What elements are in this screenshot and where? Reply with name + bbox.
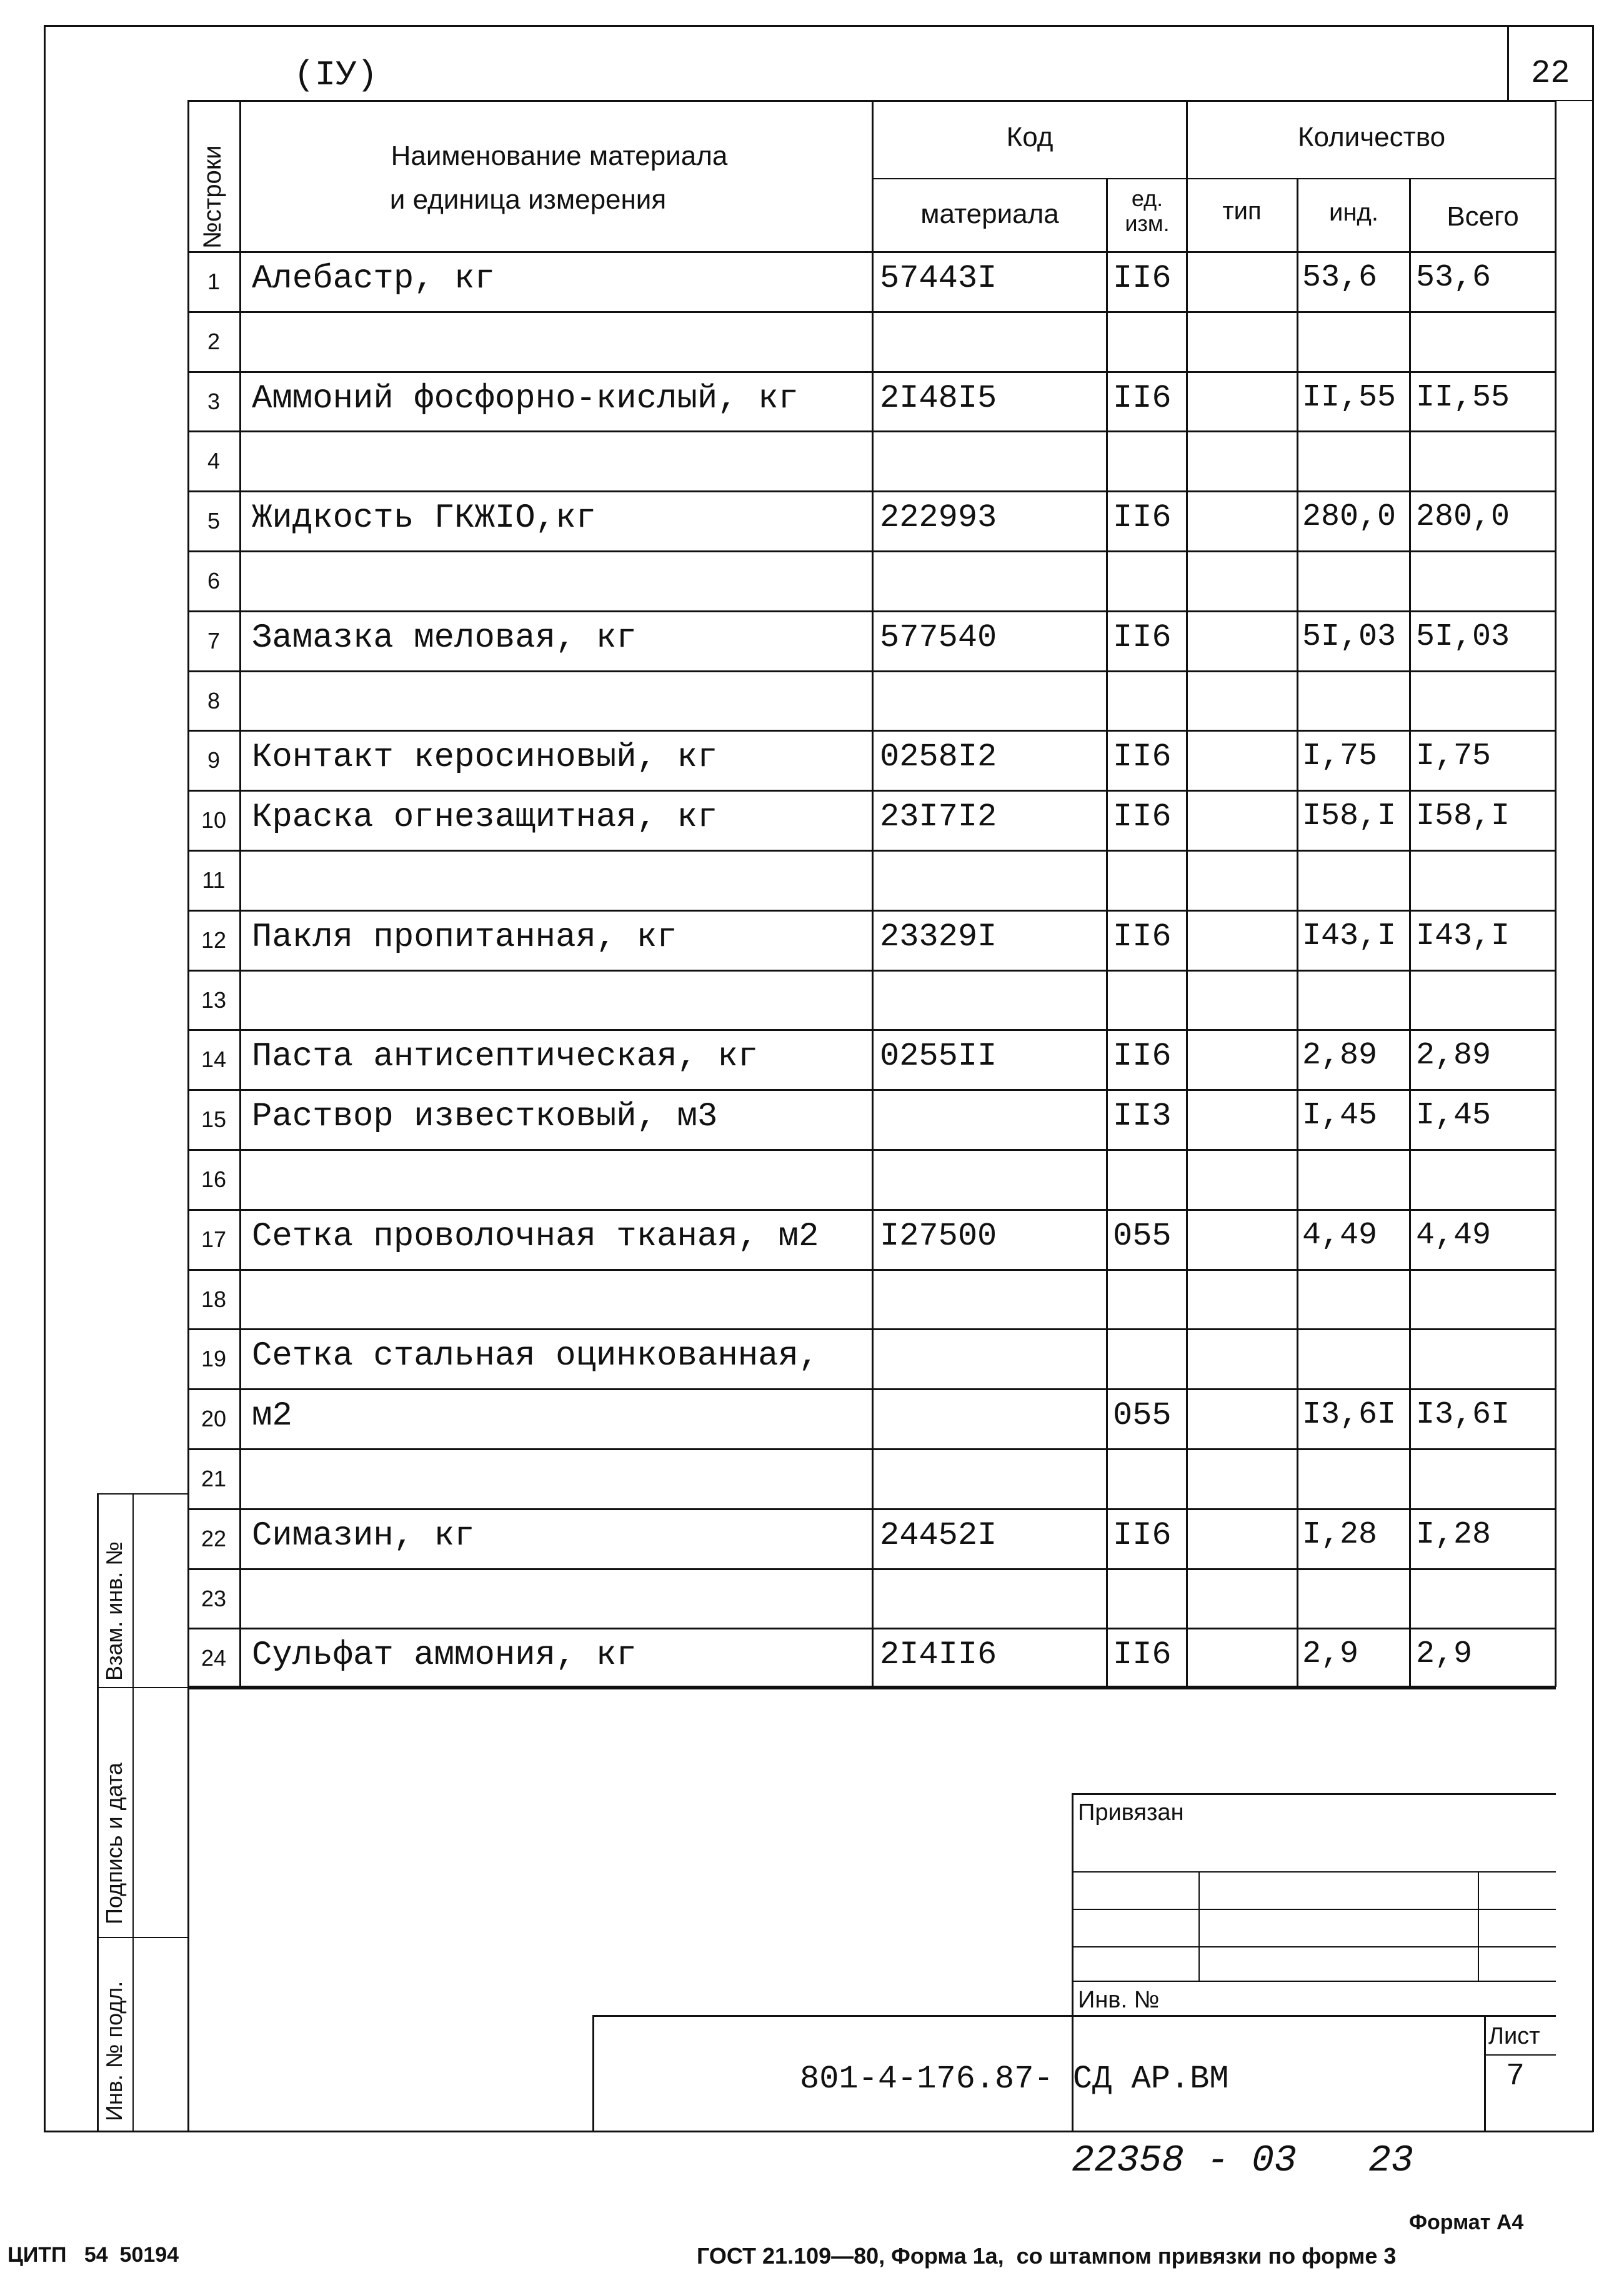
row-divider (187, 1269, 1556, 1271)
quantity-total: 5I,03 (1416, 619, 1510, 655)
frame-top (44, 25, 1593, 27)
row-number: 15 (201, 1107, 227, 1133)
unit-code: II6 (1113, 1636, 1172, 1674)
item-name: Аммоний фосфорно-кислый, кг (252, 379, 799, 418)
side-label-vzam: Взам. инв. № (101, 1541, 127, 1681)
header-name-line2: и единица измерения (389, 184, 667, 215)
quantity-total: II,55 (1416, 379, 1510, 415)
row-divider (187, 311, 1556, 313)
row-divider (187, 670, 1556, 672)
row-divider (187, 1209, 1556, 1211)
corner-box-left (1507, 25, 1509, 101)
quantity-total: 280,0 (1416, 499, 1510, 535)
side-label-inv-podl: Инв. № подл. (101, 1981, 127, 2121)
col-sep-code (1106, 178, 1108, 1687)
titleblock-list-value: 7 (1506, 2059, 1525, 2094)
stamp-col-1 (1198, 1871, 1200, 1981)
material-code: 24452I (880, 1516, 997, 1554)
header-qty-type: тип (1222, 197, 1262, 225)
quantity-total: I,45 (1416, 1098, 1492, 1134)
frame-right (1592, 25, 1594, 2132)
row-divider (187, 610, 1556, 612)
header-qty-group: Количество (1297, 122, 1446, 152)
quantity-total: I43,I (1416, 918, 1510, 954)
stamp-line-2 (1072, 1909, 1556, 1910)
row-divider (187, 1029, 1556, 1031)
corner-page-number: 22 (1531, 55, 1570, 92)
row-number: 12 (201, 927, 227, 953)
row-number: 22 (201, 1525, 227, 1551)
material-code: I27500 (880, 1217, 997, 1255)
header-mid-line (872, 178, 1556, 179)
quantity-total: 53,6 (1416, 259, 1492, 296)
material-code: 0258I2 (880, 739, 997, 776)
row-number: 4 (207, 448, 221, 474)
row-divider (187, 430, 1556, 432)
header-name-line1: Наименование материала (391, 141, 728, 171)
stamp-line-1 (1072, 1871, 1556, 1873)
material-code: 2I48I5 (880, 379, 997, 417)
row-divider (187, 1688, 1556, 1689)
row-divider (187, 970, 1556, 972)
row-divider (187, 730, 1556, 732)
archive-page: 23 (1368, 2140, 1414, 2182)
frame-bottom (44, 2131, 1593, 2132)
unit-code: 055 (1113, 1397, 1172, 1435)
header-qty-total: Всего (1447, 201, 1519, 232)
item-name: м2 (252, 1397, 292, 1436)
quantity-individual: I43,I (1302, 918, 1397, 954)
row-divider (187, 1448, 1556, 1450)
stamp-col-2 (1478, 1871, 1479, 1981)
quantity-individual: I,45 (1302, 1098, 1378, 1134)
material-code: 2I4II6 (880, 1636, 997, 1674)
item-name: Пакля пропитанная, кг (252, 918, 677, 957)
item-name: Раствор известковый, м3 (252, 1098, 718, 1137)
row-divider (187, 550, 1556, 552)
row-number: 19 (201, 1346, 227, 1372)
frame-left (44, 25, 46, 2132)
quantity-individual: I,28 (1302, 1516, 1378, 1553)
quantity-individual: 5I,03 (1302, 619, 1397, 655)
unit-code: II6 (1113, 798, 1172, 836)
footer-left: ЦИТП 54 50194 (7, 2243, 179, 2267)
footer-gost: ГОСТ 21.109—80, Форма 1а, со штампом привязки по форме 3 (697, 2243, 1397, 2269)
quantity-total: 2,9 (1416, 1636, 1473, 1673)
header-bottom (187, 251, 1556, 253)
quantity-individual: I,75 (1302, 739, 1378, 775)
titleblock-top (592, 2015, 1556, 2017)
unit-code: II6 (1113, 1038, 1172, 1075)
archive-number: 22358 - 03 (1072, 2140, 1297, 2182)
row-divider (187, 1149, 1556, 1151)
quantity-individual: 2,9 (1302, 1636, 1359, 1673)
quantity-individual: 4,49 (1302, 1217, 1378, 1253)
side-sep-1 (97, 1493, 187, 1495)
side-sep-2 (97, 1687, 187, 1688)
quantity-individual: I58,I (1302, 798, 1397, 835)
quantity-total: I3,6I (1416, 1397, 1510, 1433)
unit-code: II6 (1113, 499, 1172, 537)
quantity-individual: 2,89 (1302, 1038, 1378, 1074)
row-number: 14 (201, 1047, 227, 1073)
document-designation: 801-4-176.87- СД АР.ВМ (800, 2061, 1229, 2097)
row-divider (187, 1508, 1556, 1510)
unit-code: II6 (1113, 619, 1172, 656)
header-qty-ind: инд. (1329, 199, 1378, 226)
quantity-individual: 53,6 (1302, 259, 1378, 296)
row-divider (187, 850, 1556, 852)
col-sep-type (1297, 178, 1298, 1687)
item-name: Сетка стальная оцинкованная, (252, 1337, 819, 1376)
unit-code: II6 (1113, 918, 1172, 955)
material-code: 23329I (880, 918, 997, 955)
quantity-total: 2,89 (1416, 1038, 1492, 1074)
stamp-inv-no: Инв. № (1078, 1987, 1160, 2013)
quantity-total: I,28 (1416, 1516, 1492, 1553)
row-divider (187, 371, 1556, 373)
row-number: 1 (207, 268, 221, 294)
row-number: 6 (207, 567, 221, 594)
titleblock-list-left (1484, 2015, 1486, 2131)
row-number: 20 (201, 1406, 227, 1432)
stamp-top (1072, 1793, 1556, 1795)
row-divider (187, 1388, 1556, 1390)
header-code-group: Код (1006, 122, 1054, 152)
side-sep-3 (97, 1937, 187, 1938)
titleblock-list-sep (1484, 2054, 1556, 2056)
quantity-individual: II,55 (1302, 379, 1397, 415)
row-number: 21 (201, 1465, 227, 1491)
stamp-line-3 (1072, 1946, 1556, 1947)
row-number: 9 (207, 747, 221, 773)
item-name: Сетка проволочная тканая, м2 (252, 1217, 819, 1256)
row-number: 16 (201, 1166, 227, 1192)
row-divider (187, 490, 1556, 492)
col-sep-ind (1409, 178, 1411, 1687)
material-code: 0255II (880, 1038, 997, 1075)
table-body-bottom (187, 1686, 1556, 1688)
unit-code: II6 (1113, 259, 1172, 297)
row-number: 8 (207, 687, 221, 714)
row-divider (187, 1089, 1556, 1091)
material-code: 577540 (880, 619, 997, 656)
item-name: Алебастр, кг (252, 259, 495, 298)
header-code-unit: ед. изм. (1125, 186, 1170, 236)
quantity-total: I,75 (1416, 739, 1492, 775)
titleblock-list-label: Лист (1488, 2023, 1540, 2049)
material-code: 57443I (880, 259, 997, 297)
unit-code: II3 (1113, 1098, 1172, 1135)
row-number: 11 (202, 867, 226, 893)
unit-code: II6 (1113, 379, 1172, 417)
row-divider (187, 1568, 1556, 1570)
material-code: 23I7I2 (880, 798, 997, 836)
quantity-individual: I3,6I (1302, 1397, 1397, 1433)
item-name: Замазка меловая, кг (252, 619, 637, 657)
row-number: 24 (201, 1645, 227, 1671)
stamp-privyazan: Привязан (1078, 1799, 1184, 1826)
section-code: (IУ) (294, 55, 378, 95)
side-inner-line (132, 1493, 134, 2131)
row-number: 2 (207, 328, 221, 354)
row-number: 5 (207, 508, 221, 534)
item-name: Сульфат аммония, кг (252, 1636, 637, 1675)
unit-code: II6 (1113, 739, 1172, 776)
unit-code: 055 (1113, 1217, 1172, 1255)
row-number: 7 (207, 627, 221, 654)
stamp-line-4 (1072, 1981, 1556, 1982)
row-number: 18 (201, 1286, 227, 1312)
quantity-total: 4,49 (1416, 1217, 1492, 1253)
row-divider (187, 1628, 1556, 1629)
quantity-total: I58,I (1416, 798, 1510, 835)
quantity-individual: 280,0 (1302, 499, 1397, 535)
item-name: Симазин, кг (252, 1516, 475, 1555)
header-row-number: №строки (199, 145, 226, 249)
side-column-left (97, 1493, 99, 2131)
material-code: 222993 (880, 499, 997, 537)
format-label: Формат А4 (1409, 2211, 1524, 2234)
row-number: 10 (201, 807, 227, 833)
header-code-material: материала (920, 199, 1059, 229)
row-divider (187, 1328, 1556, 1330)
row-divider (187, 790, 1556, 792)
row-number: 3 (207, 388, 221, 414)
row-number: 23 (201, 1585, 227, 1611)
titleblock-left (592, 2015, 594, 2131)
row-divider (187, 910, 1556, 912)
item-name: Краска огнезащитная, кг (252, 798, 718, 837)
unit-code: II6 (1113, 1516, 1172, 1554)
row-number: 13 (201, 987, 227, 1013)
item-name: Контакт керосиновый, кг (252, 739, 718, 777)
item-name: Жидкость ГКЖIО,кг (252, 499, 596, 538)
row-number: 17 (201, 1226, 227, 1252)
item-name: Паста антисептическая, кг (252, 1038, 759, 1077)
side-label-podpis: Подпись и дата (101, 1763, 127, 1924)
